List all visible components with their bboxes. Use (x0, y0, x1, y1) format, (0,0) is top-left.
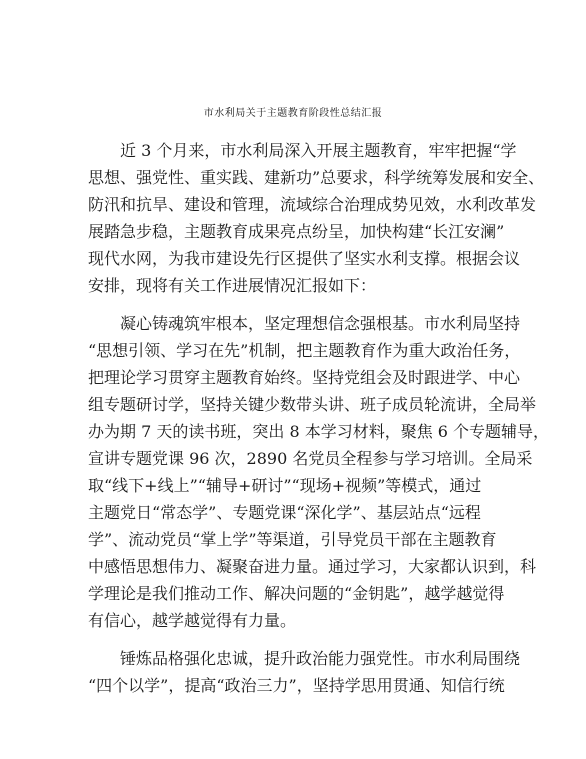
paragraph-1-line-2: 思想、强党性、重实践、建新功”总要求，科学统筹发展和安全、 (88, 168, 545, 187)
paragraph-2-line-8: 主题党日“常态学”、专题党课“深化学”、基层站点“远程 (88, 503, 481, 522)
paragraph-1-line-6: 安排，现将有关工作进展情况汇报如下： (88, 276, 377, 295)
paragraph-1-line-5: 现代水网，为我市建设先行区提供了坚实水利支撑。根据会议 (88, 249, 521, 268)
paragraph-1-line-3: 防汛和抗旱、建设和管理，流域综合治理成势见效，水利改革发 (88, 195, 537, 214)
paragraph-2-line-11: 学理论是我们推动工作、解决问题的“金钥匙”，越学越觉得 (88, 584, 505, 603)
paragraph-2-line-1: 凝心铸魂筑牢根本，坚定理想信念强根基。市水利局坚持 (120, 314, 521, 333)
paragraph-2-line-4: 组专题研讨学，坚持关键少数带头讲、班子成员轮流讲，全局举 (88, 395, 537, 414)
paragraph-2-line-5: 办为期 7 天的读书班，突出 8 本学习材料，聚焦 6 个专题辅导， (88, 422, 550, 441)
paragraph-2-line-2: “思想引领、学习在先”机制，把主题教育作为重大政治任务， (88, 341, 521, 360)
paragraph-2-line-3: 把理论学习贯穿主题教育始终。坚持党组会及时跟进学、中心 (88, 368, 521, 387)
paragraph-3-line-2: “四个以学”，提高“政治三力”，坚持学思用贯通、知信行统 (88, 676, 505, 695)
paragraph-3-line-1: 锤炼品格强化忠诚，提升政治能力强党性。市水利局围绕 (120, 649, 521, 668)
paragraph-2-line-7: 取“线下+线上”“辅导+研讨”“现场+视频”等模式，通过 (88, 476, 482, 495)
paragraph-2-line-12: 有信心，越学越觉得有力量。 (88, 611, 297, 630)
paragraph-2-line-6: 宣讲专题党课 96 次，2890 名党员全程参与学习培训。全局采 (88, 449, 533, 468)
paragraph-1-line-1: 近 3 个月来，市水利局深入开展主题教育，牢牢把握“学 (120, 141, 517, 160)
paragraph-2-line-9: 学”、流动党员“掌上学”等渠道，引导党员干部在主题教育 (88, 530, 497, 549)
paragraph-1-line-4: 展踏急步稳，主题教育成果亮点纷呈，加快构建“长江安澜” (88, 222, 505, 241)
document-title: 市水利局关于主题教育阶段性总结汇报 (203, 108, 383, 119)
paragraph-2-line-10: 中感悟思想伟力、凝聚奋进力量。通过学习，大家都认识到，科 (88, 557, 537, 576)
